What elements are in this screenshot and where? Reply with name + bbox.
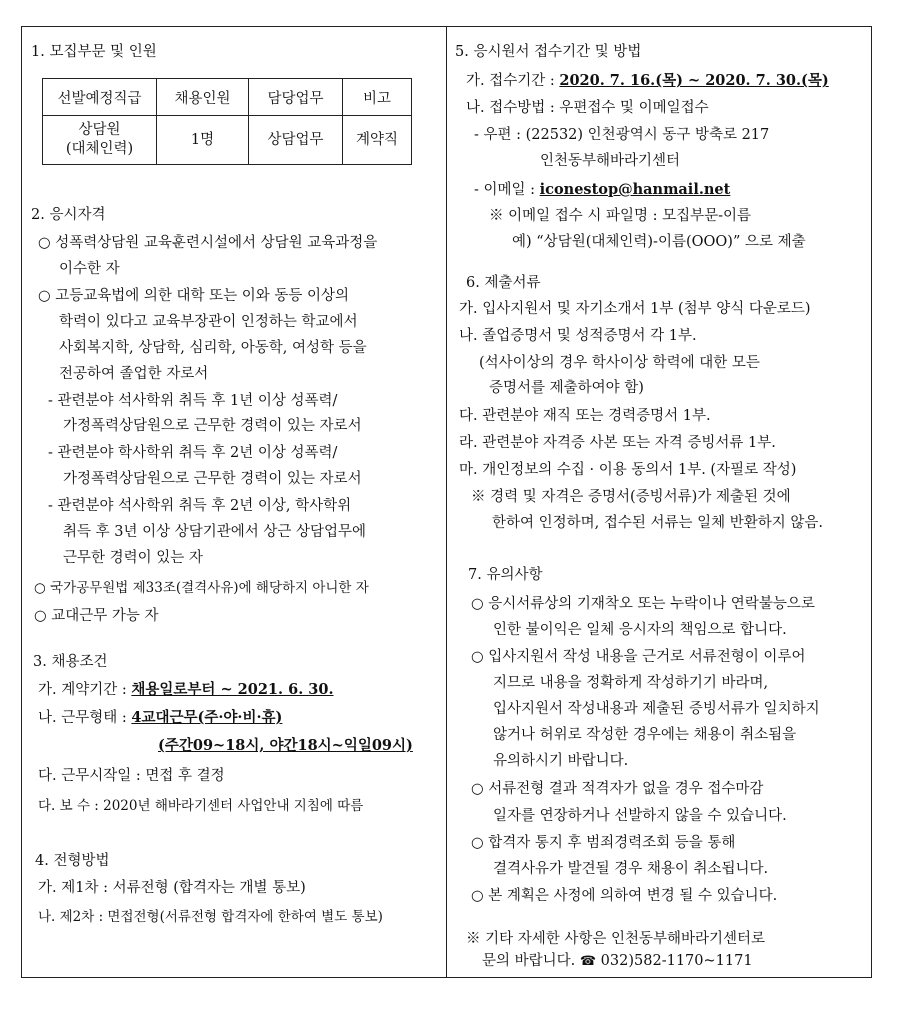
table-header-cell: 담당업무 (249, 79, 343, 116)
table-header-cell: 선발예정직급 (43, 79, 157, 116)
document-item: 마. 개인정보의 수집 · 이용 동의서 1부. (자필로 작성) (459, 462, 797, 478)
qualification-line: 학력이 있다고 교육부장관이 인정하는 학교에서 (59, 314, 358, 330)
work-hours: (주간09~18시, 야간18시~익일09시) (158, 737, 413, 754)
contract-period-value: 채용일로부터 ~ 2021. 6. 30. (131, 681, 334, 698)
qualification-line: ○ 국가공무원법 제33조(결격사유)에 해당하지 아니한 자 (34, 580, 369, 596)
email-line (474, 180, 730, 200)
document-item-note: (석사이상의 경우 학사이상 학력에 대한 모든 (479, 355, 760, 371)
recruitment-table (42, 78, 412, 165)
email-address[interactable]: iconestop@hanmail.net (539, 181, 731, 198)
work-type (38, 708, 282, 728)
email-note-example: 예) “상담원(대체인력)-이름(OOO)” 으로 제출 (512, 234, 806, 250)
application-period (466, 71, 829, 91)
qualification-line: 전공하여 졸업한 자로서 (59, 366, 209, 382)
caution-line: ○ 서류전형 결과 적격자가 없을 경우 접수마감 (471, 781, 764, 797)
document-item: 가. 입사지원서 및 자기소개서 1부 (첨부 양식 다운로드) (459, 301, 811, 317)
table-cell-count: 1명 (157, 116, 249, 165)
qualification-line: 사회복지학, 상담학, 심리학, 아동학, 여성학 등을 (59, 340, 367, 356)
start-date: 다. 근무시작일 : 면접 후 결정 (38, 768, 225, 784)
work-type-value: 4교대근무(주·야·비·휴) (131, 709, 283, 726)
caution-line: 일자를 연장하거나 선발하지 않을 수 있습니다. (493, 808, 787, 824)
table-cell-rank (43, 116, 157, 165)
section-1-title: 1. 모집부문 및 인원 (31, 44, 157, 60)
table-header-cell: 비고 (343, 79, 412, 116)
salary: 다. 보 수 : 2020년 해바라기센터 사업안내 지침에 따름 (38, 798, 364, 814)
contact-line (482, 951, 753, 972)
caution-line: 입사지원서 작성내용과 제출된 증빙서류가 일치하지 (493, 701, 820, 717)
email-label: - 이메일 : (474, 182, 540, 198)
caution-line: 유의하시기 바랍니다. (493, 753, 629, 769)
selection-step-1: 가. 제1차 : 서류전형 (합격자는 개별 통보) (38, 880, 306, 896)
qualification-line: - 관련분야 석사학위 취득 후 2년 이상, 학사학위 (48, 498, 352, 514)
qualification-line: 가정폭력상담원으로 근무한 경력이 있는 자로서 (63, 418, 362, 434)
contact-note: ※ 기타 자세한 사항은 인천동부해바라기센터로 (466, 931, 766, 947)
section-4-title: 4. 전형방법 (35, 853, 110, 869)
caution-line: 결격사유가 발견될 경우 채용이 취소됩니다. (493, 861, 769, 877)
table-header-row (43, 79, 412, 116)
application-period-label: 가. 접수기간 : (466, 73, 560, 89)
telephone-icon: ☎ (579, 954, 597, 969)
section-5-title: 5. 응시원서 접수기간 및 방법 (455, 44, 642, 60)
contract-period-label: 가. 계약기간 : (38, 682, 132, 698)
caution-line: ○ 응시서류상의 기재착오 또는 누락이나 연락불능으로 (471, 596, 815, 612)
rank-line-1: 상담원 (78, 122, 121, 138)
qualification-line: 근무한 경력이 있는 자 (63, 550, 203, 566)
column-divider (446, 26, 447, 978)
table-cell-duty: 상담업무 (249, 116, 343, 165)
qualification-line: ○ 성폭력상담원 교육훈련시설에서 상담원 교육과정을 (38, 235, 378, 251)
caution-line: 않거나 허위로 작성한 경우에는 채용이 취소됨을 (493, 727, 797, 743)
qualification-line: ○ 고등교육법에 의한 대학 또는 이와 동등 이상의 (38, 288, 350, 304)
postal-recipient: 인천동부해바라기센터 (540, 153, 681, 169)
caution-line: 지므로 내용을 정확하게 작성하기기 바라며, (493, 675, 769, 691)
document-note: ※ 경력 및 자격은 증명서(증빙서류)가 제출된 것에 (471, 489, 791, 505)
qualification-line: - 관련분야 학사학위 취득 후 2년 이상 성폭력/ (48, 445, 338, 461)
section-2-title: 2. 응시자격 (31, 207, 106, 223)
document-item: 라. 관련분야 자격증 사본 또는 자격 증빙서류 1부. (459, 435, 776, 451)
table-header-cell: 채용인원 (157, 79, 249, 116)
application-method: 나. 접수방법 : 우편접수 및 이메일접수 (466, 100, 709, 116)
document-item-note: 증명서를 제출하여야 함) (489, 380, 644, 396)
contact-text: 문의 바랍니다. (482, 953, 580, 969)
qualification-line: 취득 후 3년 이상 상담기관에서 상근 상담업무에 (63, 524, 367, 540)
qualification-line: 가정폭력상담원으로 근무한 경력이 있는 자로서 (63, 471, 362, 487)
section-7-title: 7. 유의사항 (468, 567, 543, 583)
contract-period (38, 680, 334, 700)
work-type-label: 나. 근무형태 : (38, 710, 132, 726)
qualification-line: 이수한 자 (59, 261, 120, 277)
caution-line: ○ 본 계획은 사정에 의하여 변경 될 수 있습니다. (471, 888, 778, 904)
caution-line: 인한 불이익은 일체 응시자의 책임으로 합니다. (493, 622, 787, 638)
qualification-line: - 관련분야 석사학위 취득 후 1년 이상 성폭력/ (48, 393, 338, 409)
caution-line: ○ 입사지원서 작성 내용을 근거로 서류전형이 이루어 (471, 649, 806, 665)
qualification-line: ○ 교대근무 가능 자 (34, 608, 159, 624)
table-cell-note: 계약직 (343, 116, 412, 165)
phone-number[interactable]: 032)582-1170~1171 (596, 953, 753, 969)
rank-line-2: (대체인력) (65, 141, 134, 157)
caution-line: ○ 합격자 통지 후 범죄경력조회 등을 통해 (471, 835, 736, 851)
document-item: 다. 관련분야 재직 또는 경력증명서 1부. (459, 408, 711, 424)
selection-step-2: 나. 제2차 : 면접전형(서류전형 합격자에 한하여 별도 통보) (38, 909, 383, 925)
postal-address: - 우편 : (22532) 인천광역시 동구 방축로 217 (474, 127, 770, 143)
document-item: 나. 졸업증명서 및 성적증명서 각 1부. (459, 328, 697, 344)
table-row (43, 116, 412, 165)
application-period-value: 2020. 7. 16.(목) ~ 2020. 7. 30.(목) (559, 72, 829, 89)
section-3-title: 3. 채용조건 (33, 654, 108, 670)
email-note: ※ 이메일 접수 시 파일명 : 모집부문-이름 (489, 208, 752, 224)
section-6-title: 6. 제출서류 (466, 275, 541, 291)
document-note: 한하여 인정하며, 접수된 서류는 일체 반환하지 않음. (492, 515, 824, 531)
